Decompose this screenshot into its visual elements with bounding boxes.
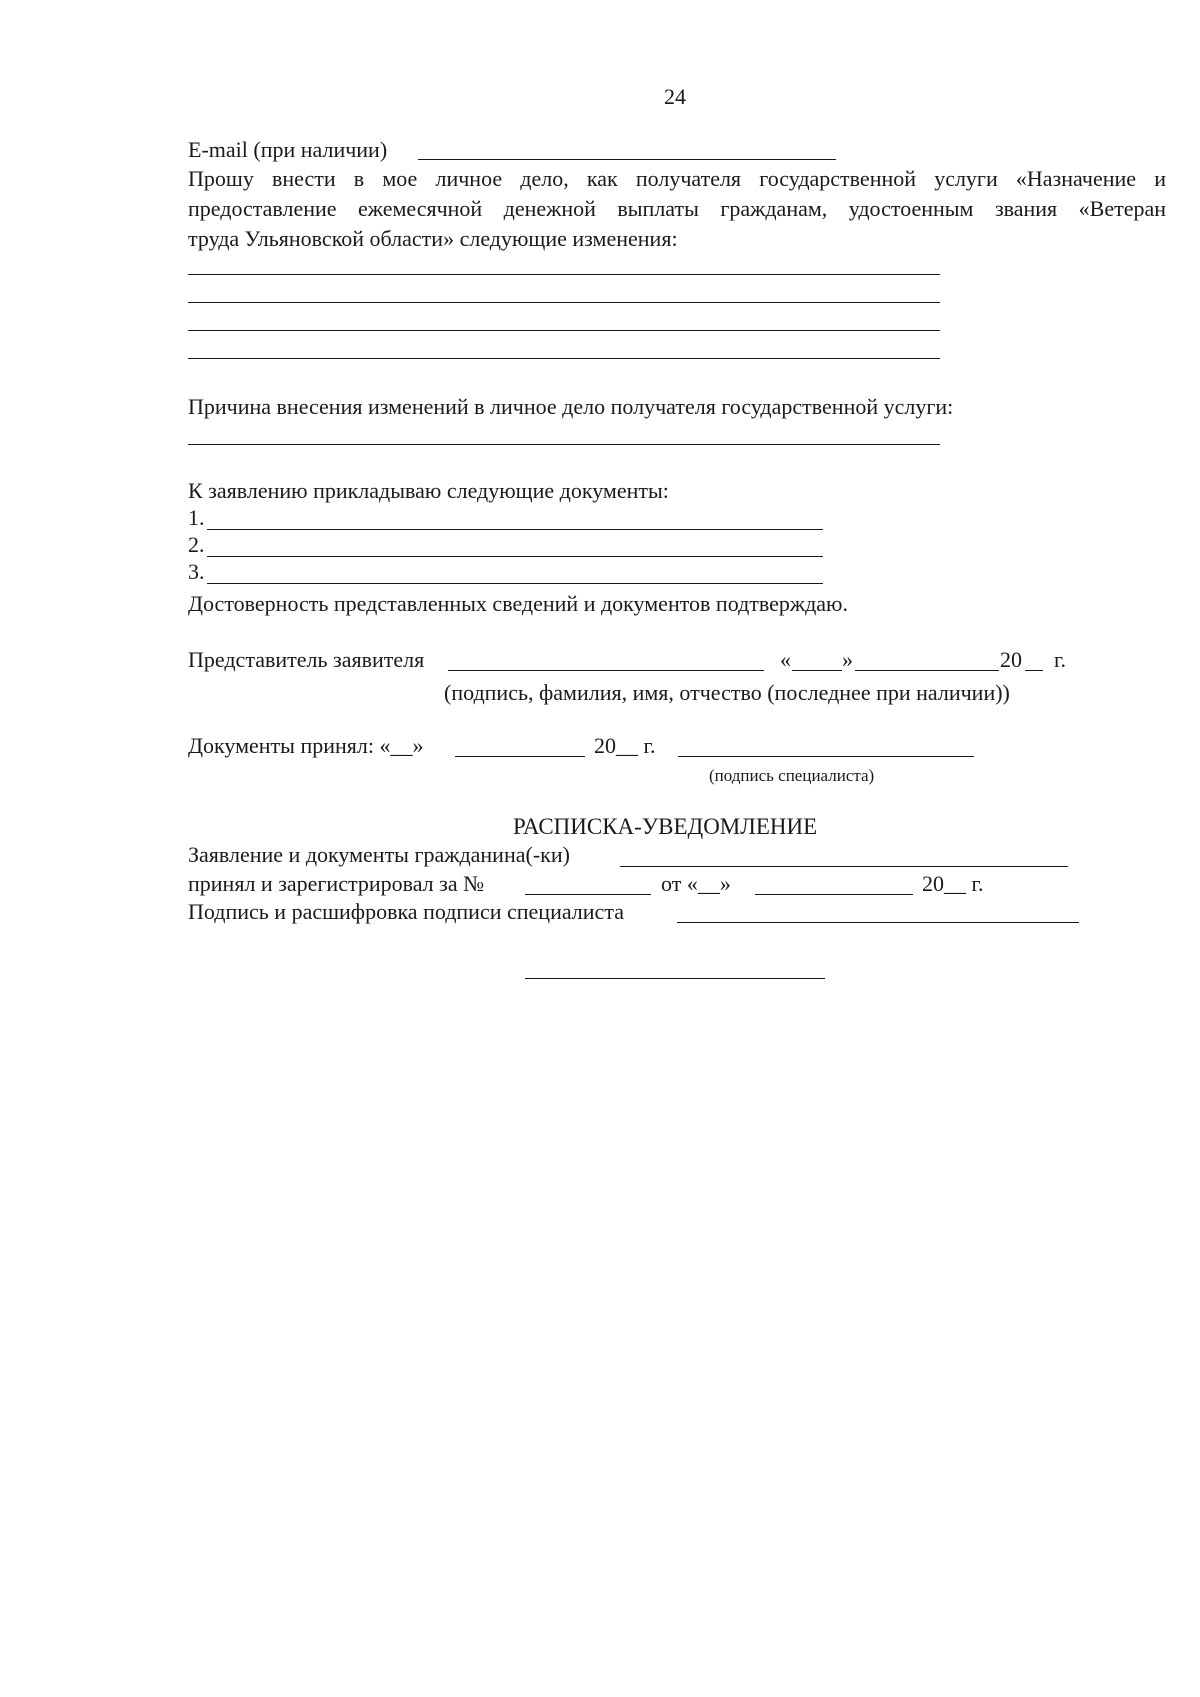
attachment-line-2[interactable] [207,556,823,557]
attachment-line-3[interactable] [207,583,823,584]
representative-quote-close: » [842,647,853,672]
receipt-line-3-label: Подпись и расшифровка подписи специалиста [188,899,624,924]
representative-label: Представитель заявителя [188,647,425,672]
specialist-signature-line[interactable] [677,922,1079,923]
receipt-month-line[interactable] [755,894,913,895]
receipt-line-2-label: принял и зарегистрировал за № [188,871,485,896]
changes-line-4[interactable] [188,358,940,359]
accepted-label: Документы принял: «__» [188,733,424,758]
representative-year-suffix: г. [1054,647,1067,672]
receipt-title: РАСПИСКА-УВЕДОМЛЕНИЕ [513,814,818,839]
representative-year-prefix: 20 [1000,647,1022,672]
attachment-number-3: 3. [188,559,205,584]
request-line-1: Прошу внести в мое личное дело, как получателя государственной услуги «Назначение и [188,166,1166,191]
attachments-label: К заявлению прикладываю следующие документы: [188,478,669,503]
changes-line-1[interactable] [188,274,940,275]
attachment-number-1: 1. [188,505,205,530]
receipt-line-1-label: Заявление и документы гражданина(-ки) [188,842,570,867]
receipt-line-2-year: 20__ г. [922,871,984,896]
representative-signature-line[interactable] [448,670,764,671]
accepted-caption: (подпись специалиста) [709,766,875,785]
page-number: 24 [664,84,686,109]
representative-quote-open: « [780,647,791,672]
request-line-3: труда Ульяновской области» следующие изменения: [188,226,678,251]
citizen-name-line[interactable] [620,866,1068,867]
request-line-2: предоставление ежемесячной денежной выплаты гражданам, удостоенным звания «Ветеран [188,196,1166,221]
changes-line-3[interactable] [188,330,940,331]
accepted-signature-line[interactable] [678,756,974,757]
changes-line-2[interactable] [188,302,940,303]
attachment-number-2: 2. [188,532,205,557]
representative-year-line[interactable] [1025,670,1043,671]
representative-caption: (подпись, фамилия, имя, отчество (последнее при наличии)) [444,680,1010,705]
accepted-month-line[interactable] [455,756,585,757]
closing-separator [525,978,825,979]
representative-month-line[interactable] [855,670,999,671]
receipt-line-2-from: от «__» [661,871,731,896]
email-label: E-mail (при наличии) [188,137,388,162]
reason-line[interactable] [188,444,940,445]
accepted-year: 20__ г. [594,733,656,758]
attachment-line-1[interactable] [207,529,823,530]
registration-number-line[interactable] [525,894,651,895]
confirmation-text: Достоверность представленных сведений и документов подтверждаю. [188,591,848,616]
email-field[interactable] [418,159,836,160]
representative-day-line[interactable] [792,670,842,671]
reason-label: Причина внесения изменений в личное дело получателя государственной услуги: [188,394,954,419]
